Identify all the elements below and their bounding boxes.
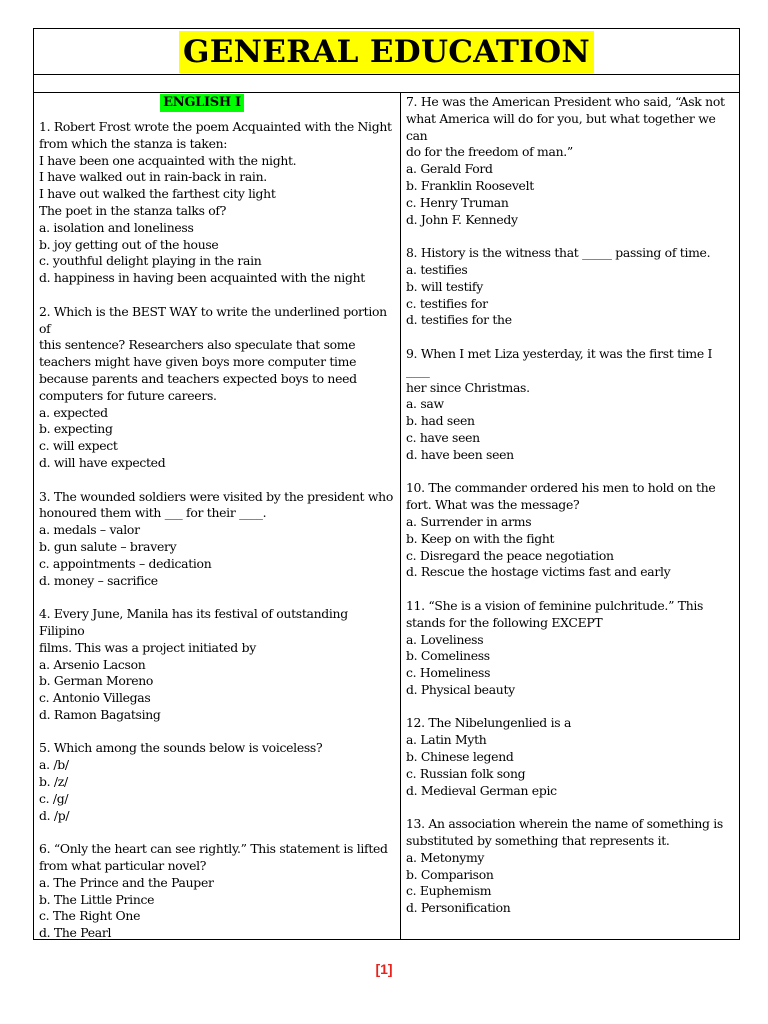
question-stem-line: from which the stanza is taken: bbox=[39, 135, 228, 151]
question-stem-line: films. This was a project initiated by bbox=[39, 639, 256, 655]
answer-option: d. testifies for the bbox=[405, 312, 512, 328]
answer-option: d. Personification bbox=[405, 900, 511, 916]
question-item bbox=[39, 740, 395, 824]
question-item bbox=[406, 94, 734, 228]
right-question-list bbox=[406, 94, 734, 917]
answer-option: b. Keep on with the fight bbox=[405, 530, 555, 546]
answer-option: a. Gerald Ford bbox=[405, 161, 493, 177]
answer-option: d. Ramon Bagatsing bbox=[39, 706, 161, 722]
answer-option: c. have seen bbox=[405, 429, 480, 445]
question-item bbox=[406, 346, 734, 464]
question-item bbox=[406, 816, 734, 917]
answer-option: a. expected bbox=[39, 404, 108, 420]
question-item bbox=[39, 119, 395, 287]
question-item bbox=[406, 245, 734, 329]
answer-option: c. Disregard the peace negotiation bbox=[405, 547, 614, 563]
answer-option: b. gun salute – bravery bbox=[39, 538, 177, 554]
answer-option: a. medals – valor bbox=[39, 522, 140, 538]
question-columns bbox=[34, 93, 739, 939]
answer-option: b. had seen bbox=[405, 413, 475, 429]
answer-option: c. Antonio Villegas bbox=[39, 690, 151, 706]
question-stem-line: honoured them with ___ for their ____. bbox=[39, 505, 267, 521]
answer-option: b. Comparison bbox=[405, 866, 494, 882]
answer-option: d. have been seen bbox=[405, 446, 514, 462]
question-item bbox=[406, 480, 734, 581]
answer-option: a. Surrender in arms bbox=[405, 513, 532, 529]
answer-option: d. John F. Kennedy bbox=[405, 211, 518, 227]
answer-option: c. will expect bbox=[39, 438, 118, 454]
question-stem-line: because parents and teachers expected boys to need bbox=[39, 370, 357, 386]
question-stem-line: I have been one acquainted with the night. bbox=[39, 152, 297, 168]
answer-option: a. testifies bbox=[405, 261, 468, 277]
answer-option: d. money – sacrifice bbox=[39, 572, 158, 588]
question-stem-line: 9. When I met Liza yesterday, it was the first time I ____ bbox=[405, 345, 713, 378]
question-stem-line: I have out walked the farthest city light bbox=[39, 186, 276, 202]
answer-option: c. youthful delight playing in the rain bbox=[39, 253, 262, 269]
question-stem-line: I have walked out in rain-back in rain. bbox=[39, 169, 267, 185]
answer-option: c. testifies for bbox=[405, 295, 488, 311]
answer-option: b. The Little Prince bbox=[39, 891, 155, 907]
spacer-row bbox=[34, 75, 739, 93]
question-stem-line: 10. The commander ordered his men to hold on the bbox=[405, 480, 716, 496]
answer-option: d. Medieval German epic bbox=[405, 782, 557, 798]
question-stem-line: 2. Which is the BEST WAY to write the underlined portion of bbox=[39, 303, 387, 336]
question-stem-line: 12. The Nibelungenlied is a bbox=[405, 715, 572, 731]
answer-option: d. The Pearl bbox=[39, 925, 112, 941]
answer-option: d. Rescue the hostage victims fast and early bbox=[405, 564, 671, 580]
left-question-list bbox=[39, 119, 395, 942]
page-number: [1] bbox=[375, 961, 393, 977]
answer-option: c. Russian folk song bbox=[405, 765, 526, 781]
question-stem-line: 7. He was the American President who said, “Ask not bbox=[405, 94, 725, 109]
question-stem-line: computers for future careers. bbox=[39, 387, 217, 403]
subject-heading-wrap bbox=[39, 94, 395, 112]
answer-option: d. happiness in having been acquainted with the night bbox=[39, 270, 365, 286]
answer-option: a. The Prince and the Pauper bbox=[39, 874, 214, 890]
title-row bbox=[34, 29, 739, 75]
question-stem-line: her since Christmas. bbox=[405, 379, 530, 395]
question-item bbox=[406, 715, 734, 799]
answer-option: c. /g/ bbox=[39, 790, 69, 806]
question-stem-line: do for the freedom of man.” bbox=[405, 144, 573, 160]
question-stem-line: this sentence? Researchers also speculate that some bbox=[39, 337, 356, 353]
left-column bbox=[34, 93, 401, 939]
question-stem-line: The poet in the stanza talks of? bbox=[39, 202, 227, 218]
question-stem-line: from what particular novel? bbox=[39, 858, 207, 874]
right-column bbox=[401, 93, 739, 939]
question-stem-line: 6. “Only the heart can see rightly.” This statement is lifted bbox=[39, 841, 388, 857]
answer-option: d. will have expected bbox=[39, 454, 166, 470]
answer-option: c. Henry Truman bbox=[405, 194, 509, 210]
subject-heading: ENGLISH I bbox=[160, 94, 244, 112]
answer-option: c. Homeliness bbox=[405, 665, 491, 681]
answer-option: a. Latin Myth bbox=[405, 732, 487, 748]
question-stem-line: 13. An association wherein the name of something is bbox=[405, 816, 723, 832]
question-stem-line: 1. Robert Frost wrote the poem Acquainted with the Night bbox=[39, 119, 392, 134]
answer-option: c. appointments – dedication bbox=[39, 555, 212, 571]
question-item bbox=[406, 598, 734, 699]
question-stem-line: 8. History is the witness that _____ passing of time. bbox=[405, 245, 711, 261]
answer-option: a. /b/ bbox=[39, 757, 69, 773]
answer-option: a. Arsenio Lacson bbox=[39, 656, 146, 672]
question-stem-line: substituted by something that represents it. bbox=[405, 833, 670, 849]
answer-option: b. German Moreno bbox=[39, 673, 154, 689]
question-item bbox=[39, 489, 395, 590]
document-frame bbox=[33, 28, 740, 940]
page-title: GENERAL EDUCATION bbox=[179, 31, 594, 73]
answer-option: a. Metonymy bbox=[405, 849, 485, 865]
question-stem-line: 4. Every June, Manila has its festival of outstanding Filipino bbox=[39, 606, 348, 638]
answer-option: d. /p/ bbox=[39, 807, 70, 823]
question-stem-line: teachers might have given boys more computer time bbox=[39, 354, 357, 370]
answer-option: b. Franklin Roosevelt bbox=[405, 177, 534, 193]
answer-option: b. /z/ bbox=[39, 774, 68, 790]
answer-option: b. Comeliness bbox=[405, 648, 490, 664]
question-stem-line: fort. What was the message? bbox=[405, 497, 580, 513]
answer-option: a. saw bbox=[405, 396, 444, 412]
question-stem-line: 3. The wounded soldiers were visited by the president who bbox=[39, 488, 393, 504]
question-item bbox=[39, 841, 395, 942]
question-item bbox=[39, 606, 395, 724]
question-stem-line: 11. “She is a vision of feminine pulchritude.” This bbox=[405, 597, 704, 613]
answer-option: c. Euphemism bbox=[405, 883, 492, 899]
answer-option: b. will testify bbox=[405, 278, 483, 294]
answer-option: a. isolation and loneliness bbox=[39, 219, 194, 235]
question-stem-line: what America will do for you, but what together we can bbox=[405, 110, 716, 143]
answer-option: d. Physical beauty bbox=[405, 681, 515, 697]
answer-option: b. expecting bbox=[39, 421, 113, 437]
answer-option: b. joy getting out of the house bbox=[39, 236, 219, 252]
answer-option: a. Loveliness bbox=[405, 631, 484, 647]
question-stem-line: 5. Which among the sounds below is voiceless? bbox=[39, 740, 323, 756]
question-item bbox=[39, 304, 395, 472]
question-stem-line: stands for the following EXCEPT bbox=[405, 614, 603, 630]
answer-option: b. Chinese legend bbox=[405, 749, 514, 765]
answer-option: c. The Right One bbox=[39, 908, 141, 924]
